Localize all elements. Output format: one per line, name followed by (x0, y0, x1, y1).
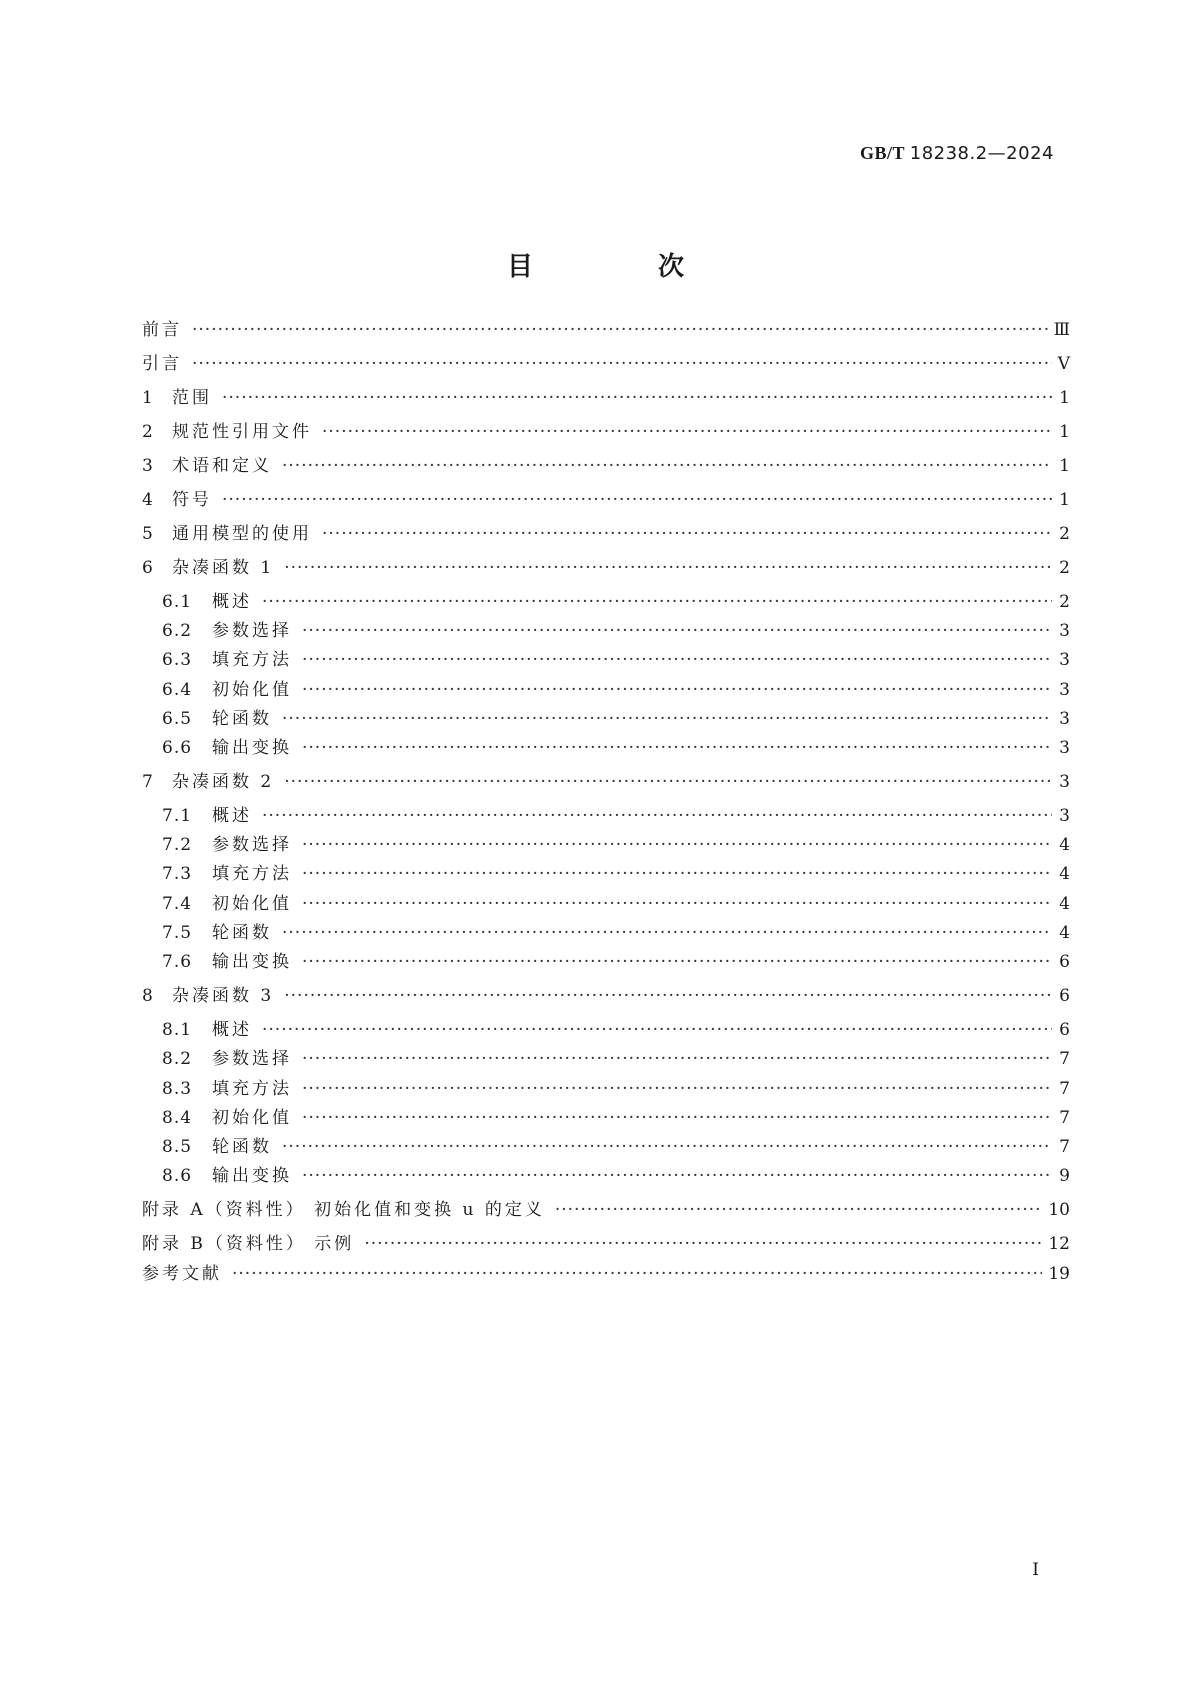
toc-entry-number: 5 (142, 524, 154, 544)
toc-leader-dots (302, 891, 1052, 917)
toc-leader-dots (262, 589, 1052, 615)
toc-leader-dots (302, 677, 1052, 703)
toc-entry-label: 初始化值 (212, 680, 292, 700)
toc-entry-page: 7 (1059, 1049, 1070, 1069)
toc-entry-page: 1 (1059, 388, 1070, 408)
toc-entry[interactable] (142, 769, 1070, 795)
toc-entry-page: Ⅲ (1053, 320, 1070, 340)
toc-entry-label: 通用模型的使用 (172, 524, 312, 544)
toc-leader-dots (322, 521, 1052, 547)
toc-entry-label: 轮函数 (212, 709, 272, 729)
toc-entry-page: 3 (1059, 738, 1070, 758)
toc-entry-label: 附录 B（资料性） 示例 (142, 1234, 355, 1254)
toc-entry-label: 符号 (172, 490, 212, 510)
toc-leader-dots (284, 555, 1052, 581)
toc-entry-label: 杂凑函数 1 (172, 558, 275, 578)
toc-entry-page: 9 (1059, 1166, 1070, 1186)
toc-entry-page: 3 (1059, 709, 1070, 729)
toc-entry-page: 7 (1059, 1137, 1070, 1157)
toc-entry-page: 3 (1059, 650, 1070, 670)
toc-entry-number: 3 (142, 456, 154, 476)
toc-entry[interactable] (142, 419, 1070, 445)
toc-entry[interactable] (142, 983, 1070, 1009)
toc-entry-page: 2 (1059, 558, 1070, 578)
toc-entry-label: 附录 A（资料性） 初始化值和变换 u 的定义 (142, 1200, 545, 1220)
toc-leader-dots (302, 1105, 1052, 1131)
toc-entry-page: 6 (1059, 986, 1070, 1006)
toc-entry[interactable] (162, 735, 1070, 761)
toc-leader-dots (302, 1046, 1052, 1072)
toc-entry-number: 8.6 (162, 1166, 193, 1186)
toc-entry-number: 7.6 (162, 952, 193, 972)
toc-entry[interactable] (142, 1261, 1070, 1287)
toc-entry-page: 3 (1059, 806, 1070, 826)
toc-entry-number: 6.4 (162, 680, 193, 700)
toc-entry-label: 概述 (212, 806, 252, 826)
toc-entry-label: 初始化值 (212, 1108, 292, 1128)
toc-entry[interactable] (142, 1197, 1070, 1223)
toc-entry-number: 6.3 (162, 650, 193, 670)
page-number: Ⅰ (1032, 1560, 1039, 1580)
toc-entry-number: 8.3 (162, 1079, 193, 1099)
toc-entry-page: Ⅴ (1057, 354, 1070, 374)
toc-leader-dots (302, 618, 1052, 644)
toc-entry[interactable] (142, 317, 1070, 343)
toc-leader-dots (302, 1076, 1052, 1102)
toc-entry[interactable] (162, 1134, 1070, 1160)
toc-entry-number: 2 (142, 422, 154, 442)
toc-entry-page: 4 (1059, 923, 1070, 943)
toc-entry-label: 术语和定义 (172, 456, 272, 476)
toc-entry[interactable] (162, 618, 1070, 644)
toc-entry-label: 输出变换 (212, 1166, 292, 1186)
toc-entry-number: 6.6 (162, 738, 193, 758)
toc-leader-dots (284, 769, 1052, 795)
toc-entry[interactable] (142, 385, 1070, 411)
toc-leader-dots (192, 351, 1052, 377)
toc-entry[interactable] (162, 949, 1070, 975)
toc-entry-page: 6 (1059, 1020, 1070, 1040)
page-title: 目 次 (506, 252, 743, 282)
toc-entry[interactable] (142, 521, 1070, 547)
toc-entry-page: 7 (1059, 1108, 1070, 1128)
doc-number-value: 18238.2—2024 (909, 143, 1054, 164)
toc-entry-label: 输出变换 (212, 952, 292, 972)
toc-entry[interactable] (162, 832, 1070, 858)
toc-entry[interactable] (162, 589, 1070, 615)
toc-entry-label: 范围 (172, 388, 212, 408)
toc-entry-number: 6.1 (162, 592, 193, 612)
toc-entry-page: 4 (1059, 894, 1070, 914)
toc-entry-label: 填充方法 (212, 864, 292, 884)
toc-entry-number: 6 (142, 558, 154, 578)
toc-entry[interactable] (162, 1046, 1070, 1072)
toc-entry-number: 8.1 (162, 1020, 193, 1040)
toc-leader-dots (232, 1261, 1042, 1287)
toc-entry[interactable] (162, 803, 1070, 829)
toc-leader-dots (282, 453, 1052, 479)
toc-entry-page: 1 (1059, 490, 1070, 510)
toc-entry-number: 7.4 (162, 894, 193, 914)
toc-entry-label: 参考文献 (142, 1264, 222, 1284)
toc-entry-page: 7 (1059, 1079, 1070, 1099)
toc-entry-label: 前言 (142, 320, 182, 340)
toc-entry-number: 7.3 (162, 864, 193, 884)
toc-entry[interactable] (162, 1017, 1070, 1043)
toc-entry-label: 参数选择 (212, 1049, 292, 1069)
toc-entry-page: 12 (1048, 1234, 1070, 1254)
toc-entry-label: 概述 (212, 1020, 252, 1040)
toc-leader-dots (222, 385, 1052, 411)
toc-entry[interactable] (142, 555, 1070, 581)
toc-leader-dots (262, 803, 1052, 829)
document-number (860, 143, 1054, 164)
toc-leader-dots (302, 832, 1052, 858)
toc-entry-number: 7.5 (162, 923, 193, 943)
toc-leader-dots (284, 983, 1052, 1009)
toc-entry-page: 4 (1059, 835, 1070, 855)
toc-entry-number: 7.2 (162, 835, 193, 855)
toc-entry[interactable] (142, 1231, 1070, 1257)
toc-entry-page: 3 (1059, 680, 1070, 700)
toc-entry-number: 8.2 (162, 1049, 193, 1069)
toc-entry-number: 6.2 (162, 621, 193, 641)
toc-leader-dots (302, 1163, 1052, 1189)
toc-entry[interactable] (162, 677, 1070, 703)
toc-entry-label: 参数选择 (212, 621, 292, 641)
toc-entry-number: 4 (142, 490, 154, 510)
toc-entry[interactable] (162, 1076, 1070, 1102)
toc-leader-dots (302, 735, 1052, 761)
toc-leader-dots (302, 647, 1052, 673)
toc-entry[interactable] (142, 487, 1070, 513)
toc-entry-page: 2 (1059, 592, 1070, 612)
toc-entry-label: 轮函数 (212, 1137, 272, 1157)
toc-entry-label: 输出变换 (212, 738, 292, 758)
toc-leader-dots (302, 861, 1052, 887)
toc-entry-label: 填充方法 (212, 1079, 292, 1099)
toc-entry-label: 填充方法 (212, 650, 292, 670)
toc-entry-page: 10 (1048, 1200, 1070, 1220)
toc-leader-dots (282, 706, 1052, 732)
toc-entry-label: 初始化值 (212, 894, 292, 914)
toc-entry[interactable] (162, 1105, 1070, 1131)
toc-entry-page: 3 (1059, 621, 1070, 641)
toc-leader-dots (262, 1017, 1052, 1043)
toc-entry[interactable] (162, 647, 1070, 673)
toc-entry[interactable] (162, 1163, 1070, 1189)
toc-leader-dots (364, 1231, 1042, 1257)
toc-entry-page: 3 (1059, 772, 1070, 792)
toc-entry-page: 1 (1059, 456, 1070, 476)
toc-entry-page: 6 (1059, 952, 1070, 972)
toc-entry[interactable] (162, 861, 1070, 887)
toc-entry[interactable] (142, 351, 1070, 377)
toc-leader-dots (192, 317, 1048, 343)
toc-entry-page: 1 (1059, 422, 1070, 442)
toc-leader-dots (222, 487, 1052, 513)
toc-entry-label: 参数选择 (212, 835, 292, 855)
toc-entry-label: 概述 (212, 592, 252, 612)
toc-entry-label: 规范性引用文件 (172, 422, 312, 442)
toc-entry-number: 7 (142, 772, 154, 792)
toc-entry[interactable] (162, 706, 1070, 732)
toc-entry-number: 8.5 (162, 1137, 193, 1157)
toc-entry-label: 杂凑函数 3 (172, 986, 275, 1006)
toc-entry-page: 2 (1059, 524, 1070, 544)
toc-leader-dots (322, 419, 1052, 445)
doc-code: GB/T (860, 143, 905, 163)
toc-entry-number: 6.5 (162, 709, 193, 729)
toc-entry-number: 7.1 (162, 806, 193, 826)
toc-entry-label: 杂凑函数 2 (172, 772, 275, 792)
toc-entry-label: 引言 (142, 354, 182, 374)
toc-entry[interactable] (142, 453, 1070, 479)
toc-entry-page: 19 (1048, 1264, 1070, 1284)
toc-leader-dots (302, 949, 1052, 975)
toc-entry-label: 轮函数 (212, 923, 272, 943)
toc-leader-dots (282, 1134, 1052, 1160)
toc-entry[interactable] (162, 891, 1070, 917)
toc-entry-number: 1 (142, 388, 154, 408)
toc-entry-number: 8 (142, 986, 154, 1006)
toc-entry-page: 4 (1059, 864, 1070, 884)
toc-entry[interactable] (162, 920, 1070, 946)
toc-leader-dots (282, 920, 1052, 946)
toc-leader-dots (555, 1197, 1043, 1223)
toc-entry-number: 8.4 (162, 1108, 193, 1128)
